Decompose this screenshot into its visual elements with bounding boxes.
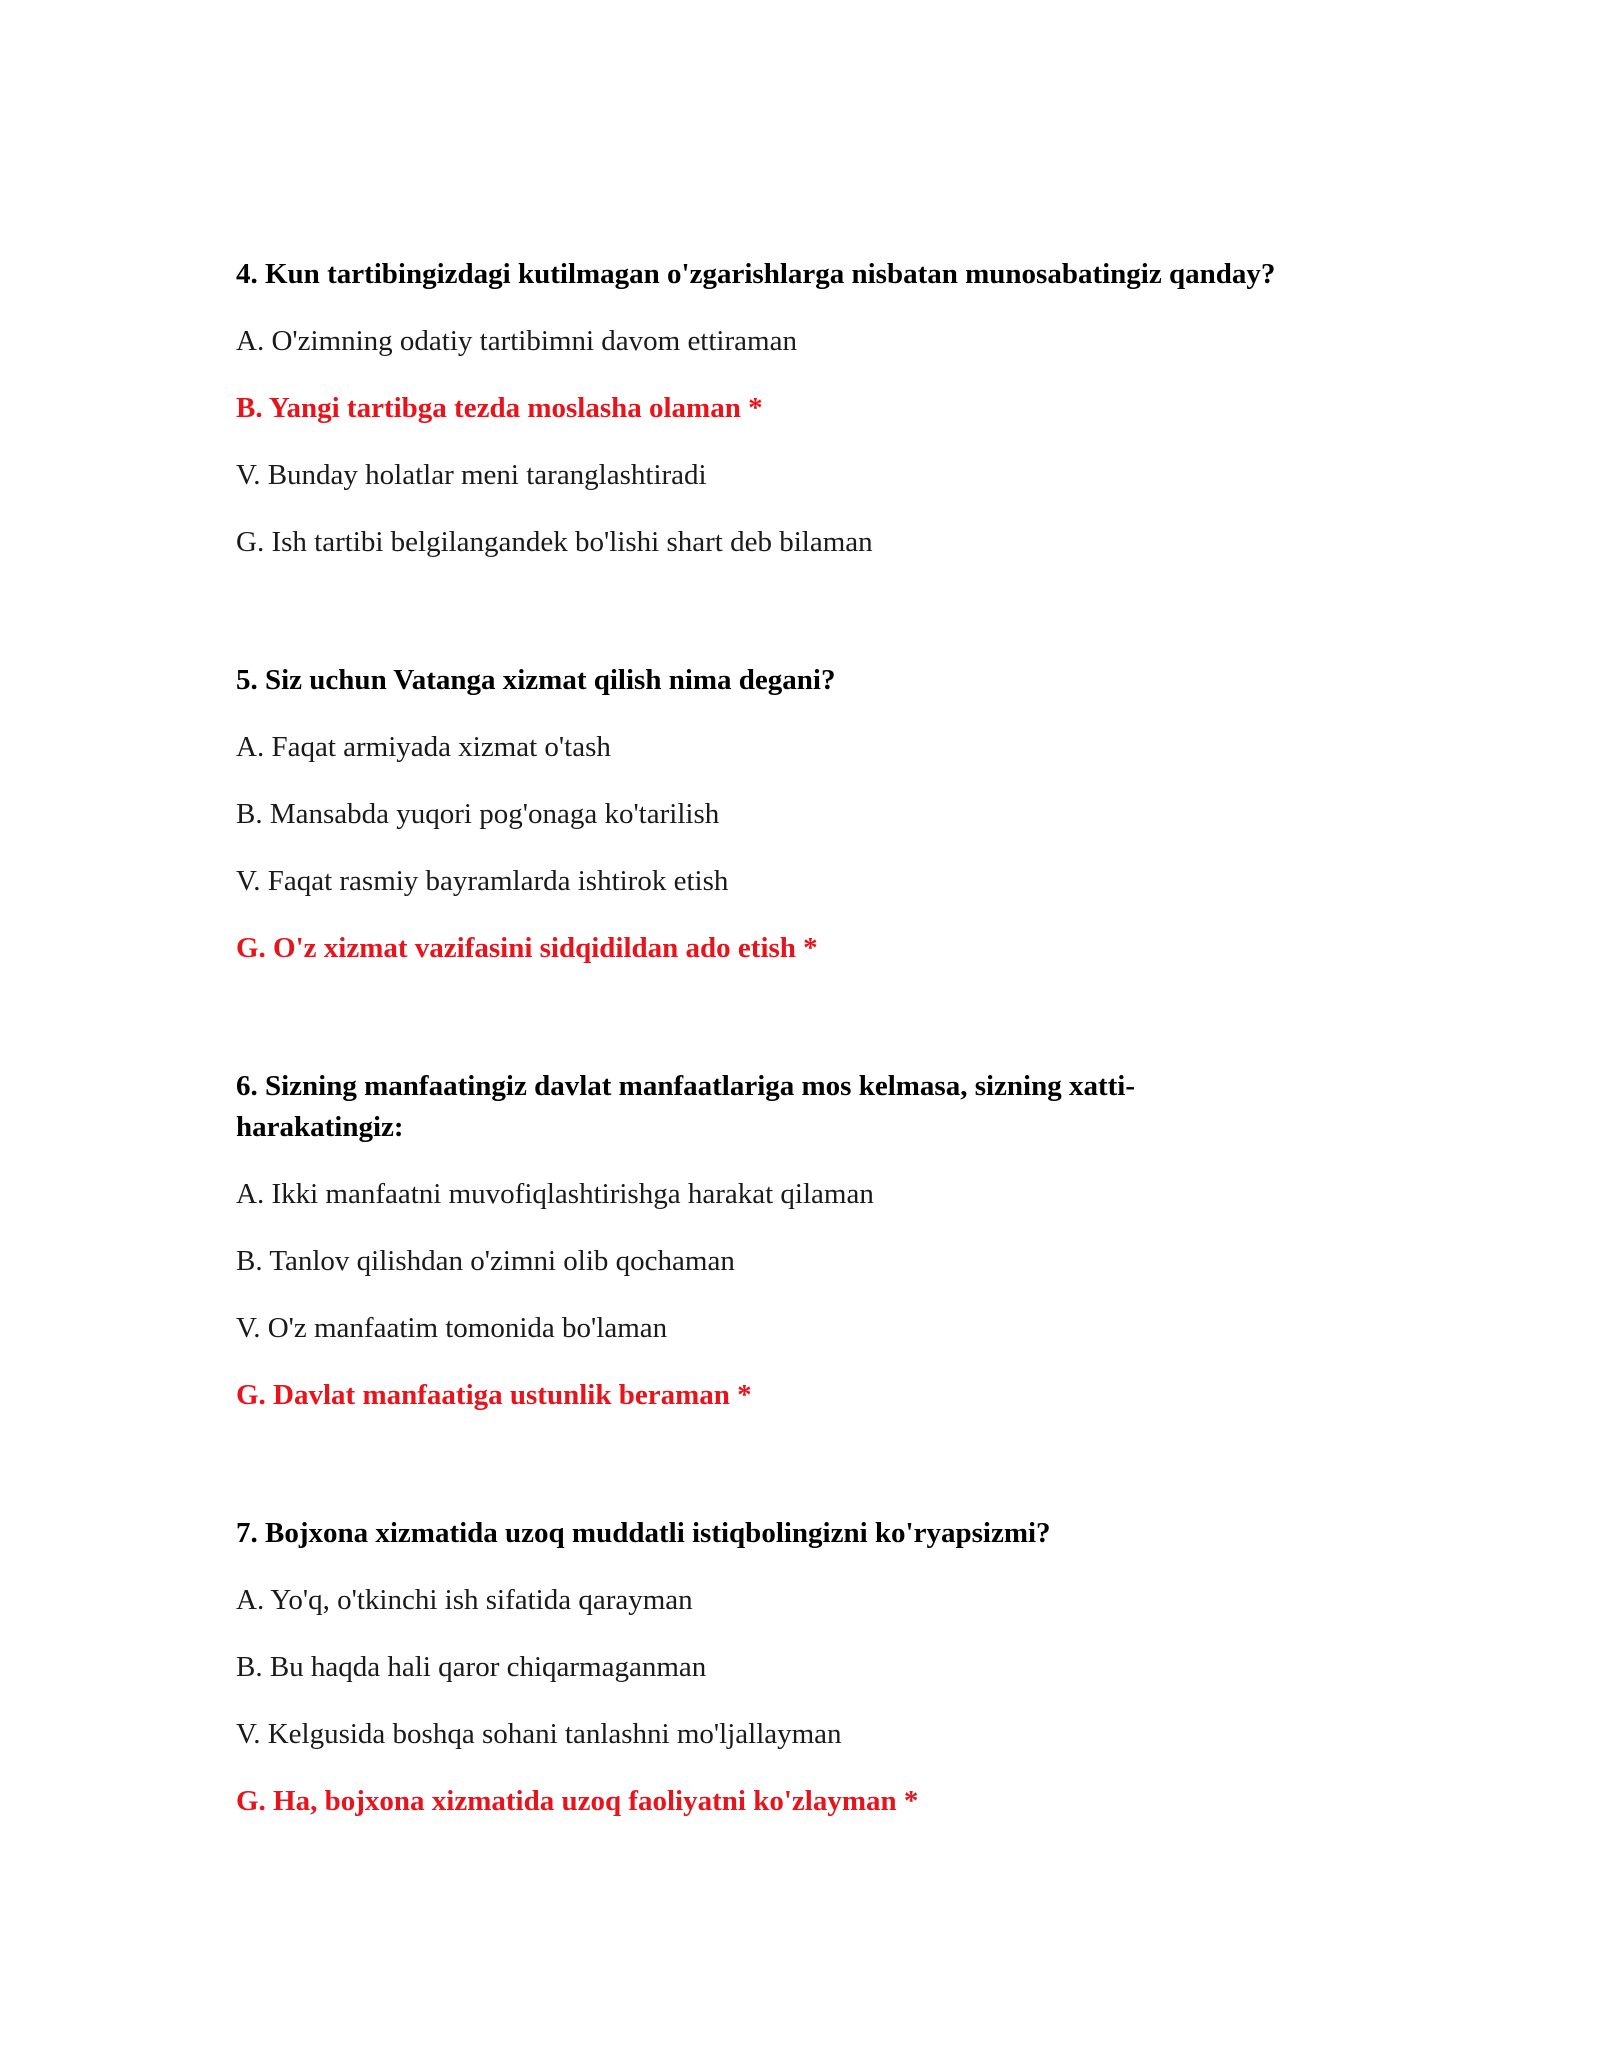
option-b: B. Tanlov qilishdan o'zimni olib qochaman — [236, 1245, 735, 1277]
option-b: B. Bu haqda hali qaror chiqarmaganman — [236, 1651, 707, 1683]
option-v: V. Faqat rasmiy bayramlarda ishtirok etish — [236, 865, 729, 897]
question-4 — [236, 254, 1386, 558]
option-b-correct: B. Yangi tartibga tezda moslasha olaman * — [236, 392, 763, 424]
question-text: 6. Sizning manfaatingiz davlat manfaatlariga mos kelmasa, sizning xatti-harakatingiz: — [236, 1070, 1136, 1143]
question-6 — [236, 1066, 1386, 1411]
question-text: 7. Bojxona xizmatida uzoq muddatli istiqbolingizni ko'ryapsizmi? — [236, 1517, 1051, 1549]
question-text: 4. Kun tartibingizdagi kutilmagan o'zgarishlarga nisbatan munosabatingiz qanday? — [236, 258, 1276, 290]
option-g-correct: G. O'z xizmat vazifasini sidqidildan ado etish * — [236, 932, 818, 964]
option-v: V. Bunday holatlar meni taranglashtiradi — [236, 459, 707, 491]
option-a: A. Faqat armiyada xizmat o'tash — [236, 731, 611, 763]
question-5 — [236, 660, 1386, 964]
option-g-correct: G. Ha, bojxona xizmatida uzoq faoliyatni ko'zlayman * — [236, 1785, 919, 1817]
option-a: A. Yo'q, o'tkinchi ish sifatida qarayman — [236, 1584, 693, 1616]
option-a: A. O'zimning odatiy tartibimni davom ettiraman — [236, 325, 797, 357]
option-g: G. Ish tartibi belgilangandek bo'lishi shart deb bilaman — [236, 526, 873, 558]
option-g-correct: G. Davlat manfaatiga ustunlik beraman * — [236, 1379, 752, 1411]
option-v: V. Kelgusida boshqa sohani tanlashni mo'ljallayman — [236, 1718, 842, 1750]
option-v: V. O'z manfaatim tomonida bo'laman — [236, 1312, 668, 1344]
option-a: A. Ikki manfaatni muvofiqlashtirishga harakat qilaman — [236, 1178, 874, 1210]
question-7 — [236, 1513, 1386, 1817]
question-text: 5. Siz uchun Vatanga xizmat qilish nima degani? — [236, 664, 836, 696]
option-b: B. Mansabda yuqori pog'onaga ko'tarilish — [236, 798, 720, 830]
